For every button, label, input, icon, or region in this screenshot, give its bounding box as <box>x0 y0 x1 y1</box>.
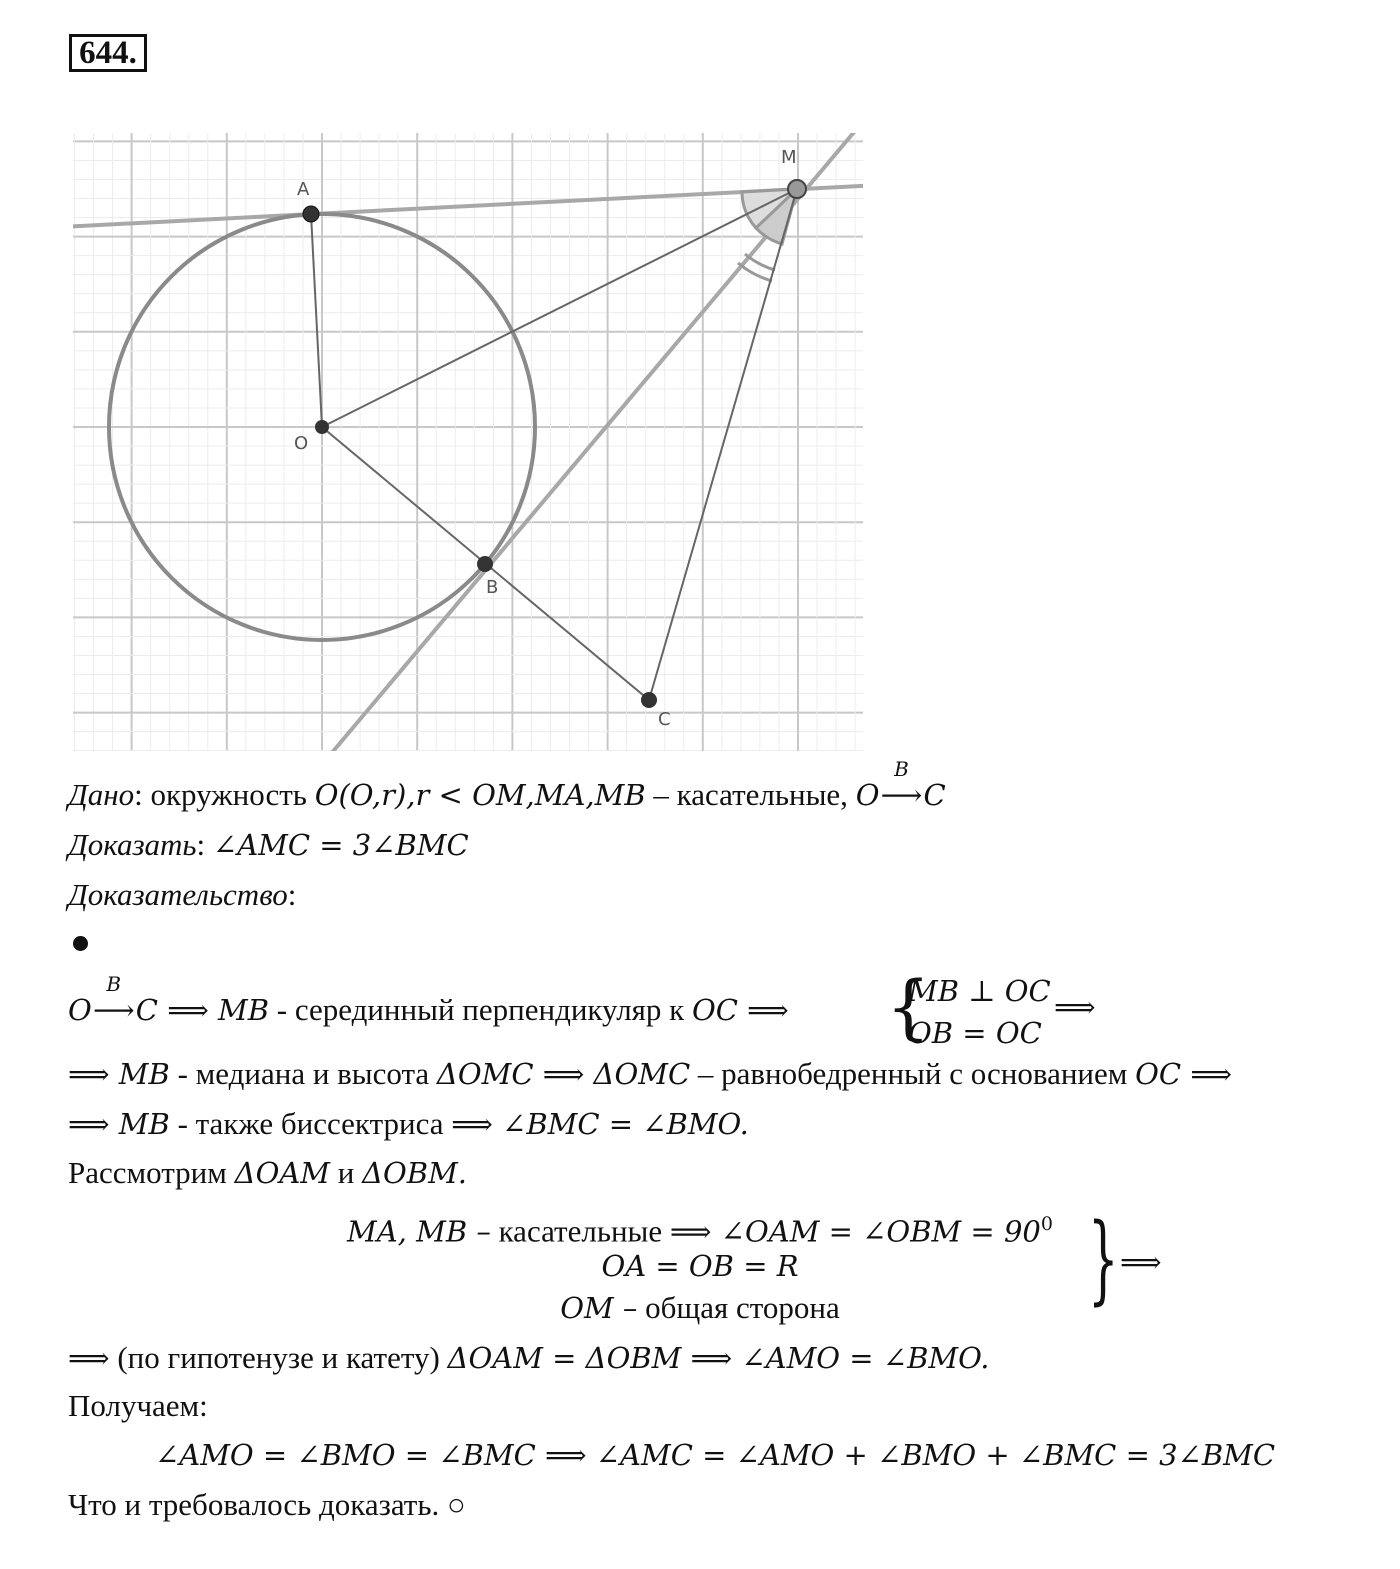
s3-b: ⟹ ∠BMC = ∠BMO. <box>451 1107 749 1141</box>
proof-label: Доказательство <box>68 877 288 912</box>
s3-a: ⟹ MB <box>68 1107 170 1141</box>
brace-right-icon: } <box>1088 1203 1119 1315</box>
s2-a: ⟹ MB <box>68 1057 170 1091</box>
final-equation: ∠AMO = ∠BMO = ∠BMC ⟹ ∠AMC = ∠AMO + ∠BMO + ∠BMC = 3∠BMC <box>155 1438 1276 1472</box>
label-a: A <box>297 179 310 200</box>
given-from: O <box>855 778 880 812</box>
s4-t1: Рассмотрим <box>68 1155 235 1190</box>
label-c: C <box>658 709 671 730</box>
step-1 <box>68 972 789 1030</box>
given-to: C <box>923 778 946 812</box>
system-2 <box>300 1203 1100 1329</box>
s1-impl-a: ⟹ MB <box>157 993 269 1027</box>
step-4 <box>68 1153 467 1193</box>
segment-mc <box>649 189 797 700</box>
prove-label: Доказать <box>68 827 197 862</box>
label-m: M <box>781 147 797 168</box>
point-a <box>303 206 319 222</box>
s2-t2: – равнобедренный с основанием <box>690 1056 1136 1091</box>
prove-math: ∠AMC = 3∠BMC <box>212 828 469 862</box>
brace-icon: { <box>886 966 931 1048</box>
s1-to: C <box>135 993 158 1027</box>
s5-a: ⟹ <box>68 1341 110 1375</box>
s2-b: ΔOMC ⟹ ΔOMC <box>436 1057 691 1091</box>
geometry-figure <box>0 0 1400 760</box>
s2-t1: - медиана и высота <box>169 1056 437 1091</box>
proof-colon: : <box>287 877 297 912</box>
point-m <box>788 180 806 198</box>
grid <box>73 133 863 751</box>
segment-oa <box>311 214 322 427</box>
s1-impl-b: ⟹ <box>737 993 789 1027</box>
system-1-row-1: MB ⊥ OC <box>908 974 1051 1008</box>
bullet-icon <box>73 936 88 951</box>
given-label: Дано <box>68 777 135 812</box>
s4-t2: и <box>329 1155 363 1190</box>
prove-line <box>68 825 469 865</box>
s1-text: - серединный перпендикуляр к <box>269 992 692 1027</box>
step-3 <box>68 1104 749 1144</box>
point-o <box>315 420 329 434</box>
s4-b: ΔOBM. <box>362 1156 468 1190</box>
step-5 <box>68 1338 989 1378</box>
system-1-impl: ⟹ <box>1054 990 1096 1024</box>
point-b <box>477 556 493 572</box>
system-2-impl: ⟹ <box>1120 1245 1162 1279</box>
label-o: O <box>294 433 309 454</box>
s4-a: ΔOAM <box>234 1156 330 1190</box>
given-line <box>68 757 946 815</box>
label-b: B <box>486 577 499 598</box>
s3-t1: - также биссектриса <box>169 1106 452 1141</box>
s5-b: ΔOAM = ΔOBM ⟹ ∠AMO = ∠BMO. <box>447 1341 990 1375</box>
system-2-row-3: OM – общая сторона <box>560 1290 840 1325</box>
get-label: Получаем: <box>68 1388 208 1423</box>
prove-colon: : <box>196 827 213 862</box>
qed-line: Что и требовалось доказать. ○ <box>68 1487 466 1522</box>
s2-c: OC ⟹ <box>1135 1057 1232 1091</box>
s1-oc: OC <box>691 993 738 1027</box>
problem-number: 644. <box>69 34 147 72</box>
system-2-row-1: MA, MB – касательные ⟹ ∠OAM = ∠OBM = $90^0$ <box>347 1213 1053 1249</box>
system-2-row-2: OA = OB = R <box>601 1249 799 1283</box>
given-text: : окружность <box>134 777 315 812</box>
given-text-2: – касательные, <box>645 777 856 812</box>
s5-t1: (по гипотенузе и катету) <box>109 1340 448 1375</box>
point-c <box>641 692 657 708</box>
arrow-over-b: B ⟶ <box>880 757 923 812</box>
arrow-over-b-2: B ⟶ <box>92 972 135 1027</box>
step-2 <box>68 1054 1232 1094</box>
proof-heading <box>68 875 296 915</box>
system-1-row-2: OB = OC <box>908 1016 1042 1050</box>
given-math: O(O,r),r < OM,MA,MB <box>314 778 646 812</box>
s1-from: O <box>68 993 92 1027</box>
